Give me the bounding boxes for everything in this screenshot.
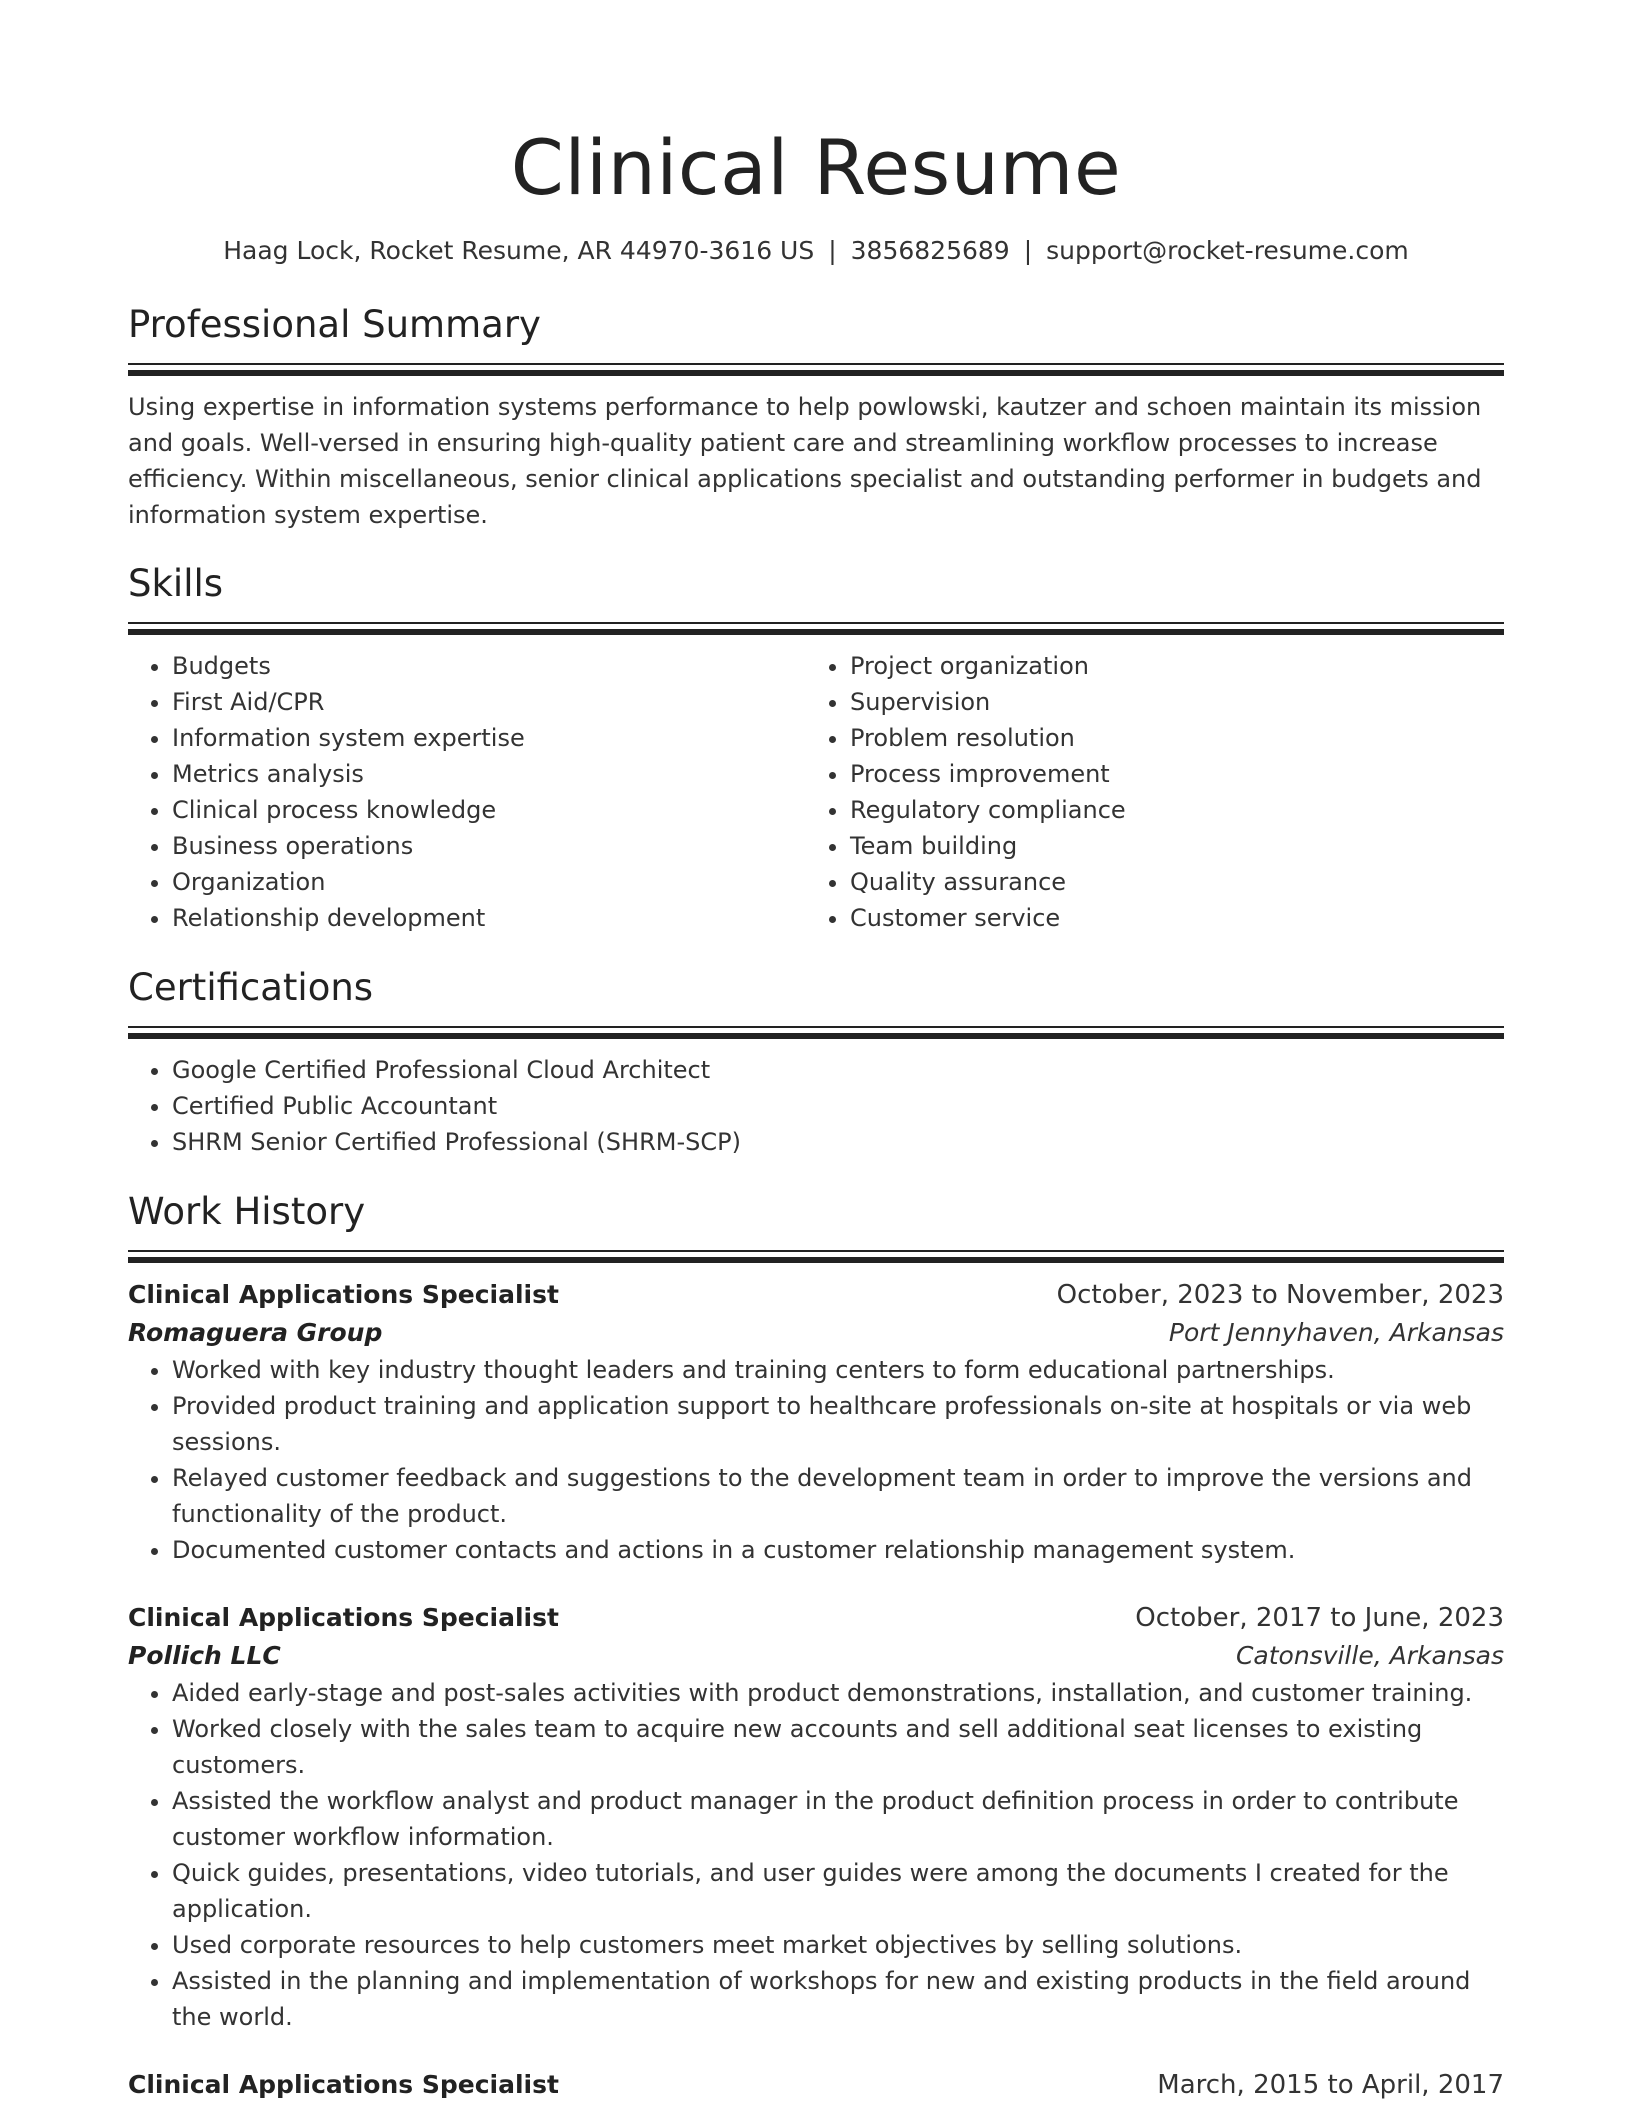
list-item: • Aided early-stage and post-sales activities with product demonstrations, installation, and customer training.: [172, 1675, 1504, 1711]
section-heading-certifications: Certifications: [128, 966, 374, 1009]
list-item: • Worked closely with the sales team to acquire new accounts and sell additional seat licenses to existing customers.: [172, 1711, 1504, 1783]
job-dates: October, 2023 to November, 2023: [1056, 1280, 1504, 1310]
list-item: • Worked with key industry thought leaders and training centers to form educational partnerships.: [172, 1352, 1504, 1388]
list-item: • Used corporate resources to help customers meet market objectives by selling solutions.: [172, 1927, 1504, 1963]
section-heading-skills: Skills: [128, 562, 224, 605]
list-item: • Relationship development: [172, 900, 806, 936]
job-dates: March, 2015 to April, 2017: [1157, 2070, 1504, 2100]
list-item: • Assisted in the planning and implementation of workshops for new and existing products in the field around the world.: [172, 1963, 1504, 2035]
contact-separator: |: [828, 236, 837, 265]
list-item: • Budgets: [172, 648, 806, 684]
list-item: • Supervision: [850, 684, 1484, 720]
list-item: • Quality assurance: [850, 864, 1484, 900]
section-divider: [128, 622, 1504, 634]
job-location: Port Jennyhaven, Arkansas: [1168, 1318, 1504, 1347]
job-company: Romaguera Group: [128, 1318, 383, 1347]
list-item: • Business operations: [172, 828, 806, 864]
list-item: • Metrics analysis: [172, 756, 806, 792]
list-item: • Team building: [850, 828, 1484, 864]
section-heading-summary: Professional Summary: [128, 303, 541, 346]
list-item: • Quick guides, presentations, video tutorials, and user guides were among the documents I created for the application.: [172, 1855, 1504, 1927]
job-duties-list: [128, 1352, 1504, 1568]
list-item: • First Aid/CPR: [172, 684, 806, 720]
list-item: • Clinical process knowledge: [172, 792, 806, 828]
list-item: • SHRM Senior Certified Professional (SHRM-SCP): [172, 1124, 1504, 1160]
job-entry: [128, 1276, 1504, 1568]
skills-list-right: [806, 648, 1484, 936]
summary-section: [128, 301, 1504, 533]
job-subheader-row: [128, 1314, 1504, 1352]
section-divider: [128, 363, 1504, 375]
certifications-section: [128, 964, 1504, 1160]
list-item: • Relayed customer feedback and suggestions to the development team in order to improve the versions and functionality of the product.: [172, 1460, 1504, 1532]
job-entry: [128, 2066, 1504, 2104]
list-item: • Certified Public Accountant: [172, 1088, 1504, 1124]
list-item: • Information system expertise: [172, 720, 806, 756]
job-location: Catonsville, Arkansas: [1235, 1641, 1504, 1670]
list-item: • Project organization: [850, 648, 1484, 684]
section-heading-work-history: Work History: [128, 1190, 366, 1233]
list-item: • Assisted the workflow analyst and product manager in the product definition process in order to contribute customer workflow information.: [172, 1783, 1504, 1855]
list-item: • Provided product training and application support to healthcare professionals on-site at hospitals or via web sessions.: [172, 1388, 1504, 1460]
contact-line: [128, 234, 1504, 268]
work-history-section: [128, 1188, 1504, 2104]
resume-page: [128, 0, 1504, 2112]
job-title: Clinical Applications Specialist: [128, 1280, 559, 1309]
contact-email: support@rocket-resume.com: [1046, 236, 1409, 265]
skills-section: [128, 560, 1504, 936]
job-title: Clinical Applications Specialist: [128, 2070, 559, 2099]
list-item: • Google Certified Professional Cloud Architect: [172, 1052, 1504, 1088]
skills-column-right: [806, 648, 1484, 936]
job-header-row: [128, 1599, 1504, 1637]
list-item: • Documented customer contacts and actions in a customer relationship management system.: [172, 1532, 1504, 1568]
job-company: Pollich LLC: [128, 1641, 281, 1670]
contact-separator: |: [1023, 236, 1033, 265]
job-dates: October, 2017 to June, 2023: [1135, 1603, 1504, 1633]
list-item: • Regulatory compliance: [850, 792, 1484, 828]
job-header-row: [128, 2066, 1504, 2104]
list-item: • Customer service: [850, 900, 1484, 936]
skills-list-left: [128, 648, 806, 936]
skills-columns: [128, 648, 1504, 936]
job-entry: [128, 1599, 1504, 2035]
job-duties-list: [128, 1675, 1504, 2035]
certifications-list: [128, 1052, 1504, 1160]
section-divider: [128, 1250, 1504, 1262]
job-title: Clinical Applications Specialist: [128, 1603, 559, 1632]
list-item: • Organization: [172, 864, 806, 900]
section-divider: [128, 1026, 1504, 1038]
contact-address: Haag Lock, Rocket Resume, AR 44970-3616 US: [223, 236, 815, 265]
skills-column-left: [128, 648, 806, 936]
job-header-row: [128, 1276, 1504, 1314]
list-item: • Process improvement: [850, 756, 1484, 792]
summary-text: Using expertise in information systems performance to help powlowski, kautzer and schoen maintain its mission and goals. Well-versed in ensuring high-quality patient care and streamlining workflow processes to increase efficiency. Within miscellaneous, senior clinical applications specialist and outstanding performer in budgets and information system expertise.: [128, 393, 1482, 529]
list-item: • Problem resolution: [850, 720, 1484, 756]
resume-title: Clinical Resume: [510, 123, 1122, 212]
job-subheader-row: [128, 1637, 1504, 1675]
contact-phone: 3856825689: [850, 236, 1010, 265]
